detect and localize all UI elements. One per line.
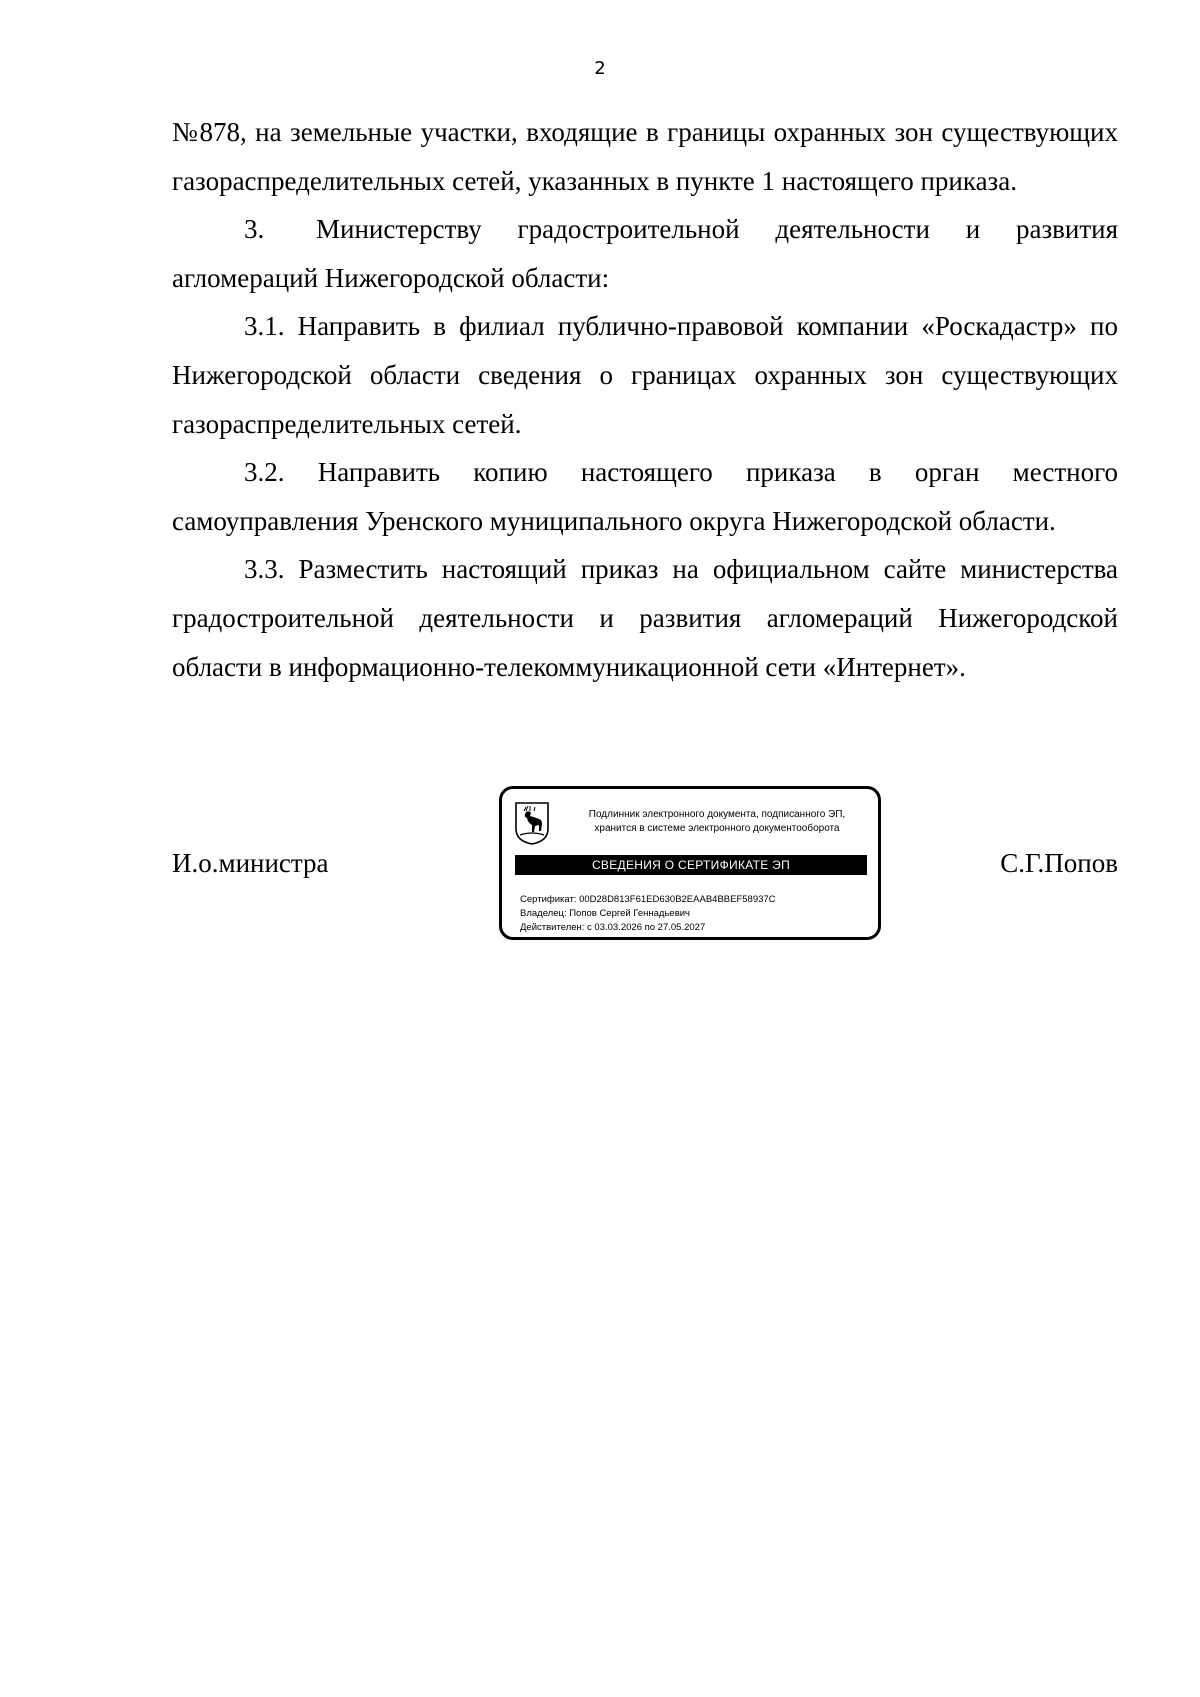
document-body: [172, 108, 1118, 691]
paragraph-item-3: [172, 205, 1118, 302]
certificate-number: Сертификат: 00D28D813F61ED630B2EAAB4BBEF58937C: [520, 894, 776, 905]
signatory-title: И.о.министра: [172, 848, 329, 878]
certificate-validity: Действителен: с 03.03.2026 по 27.05.2027: [520, 922, 706, 933]
paragraph-item-3-2: 3.2. Направить копию настоящего приказа в орган местного самоуправления Уренского муниципального округа Нижегородской области.: [172, 457, 1118, 536]
stamp-header-line: Подлинник электронного документа, подписанного ЭП,: [588, 809, 846, 820]
certificate-details: [520, 893, 776, 935]
item-number: 3.: [244, 214, 265, 245]
electronic-signature-stamp: [499, 786, 881, 940]
certificate-owner: Владелец: Попов Сергей Геннадьевич: [520, 908, 691, 919]
stamp-banner: СВЕДЕНИЯ О СЕРТИФИКАТЕ ЭП: [515, 855, 867, 875]
item-text: Министерству градостроительной деятельности и развития агломераций Нижегородской области:: [172, 214, 1118, 293]
deer-emblem-icon: [514, 801, 550, 845]
stamp-header-line: хранится в системе электронного документооборота: [594, 823, 840, 834]
page-number: 2: [594, 58, 606, 79]
signatory-name: С.Г.Попов: [1000, 848, 1118, 878]
paragraph-continuation: №878, на земельные участки, входящие в границы охранных зон существующих газораспределительных сетей, указанных в пункте 1 настоящего приказа.: [172, 117, 1118, 196]
paragraph-item-3-3: 3.3. Разместить настоящий приказ на официальном сайте министерства градостроительной деятельности и развития агломераций Нижегородской области в информационно-телекоммуникационной сети «Интернет».: [172, 554, 1118, 682]
stamp-header: [558, 808, 876, 836]
paragraph-item-3-1: 3.1. Направить в филиал публично-правовой компании «Роскадастр» по Нижегородской области сведения о границах охранных зон существующих газораспределительных сетей.: [172, 311, 1118, 439]
